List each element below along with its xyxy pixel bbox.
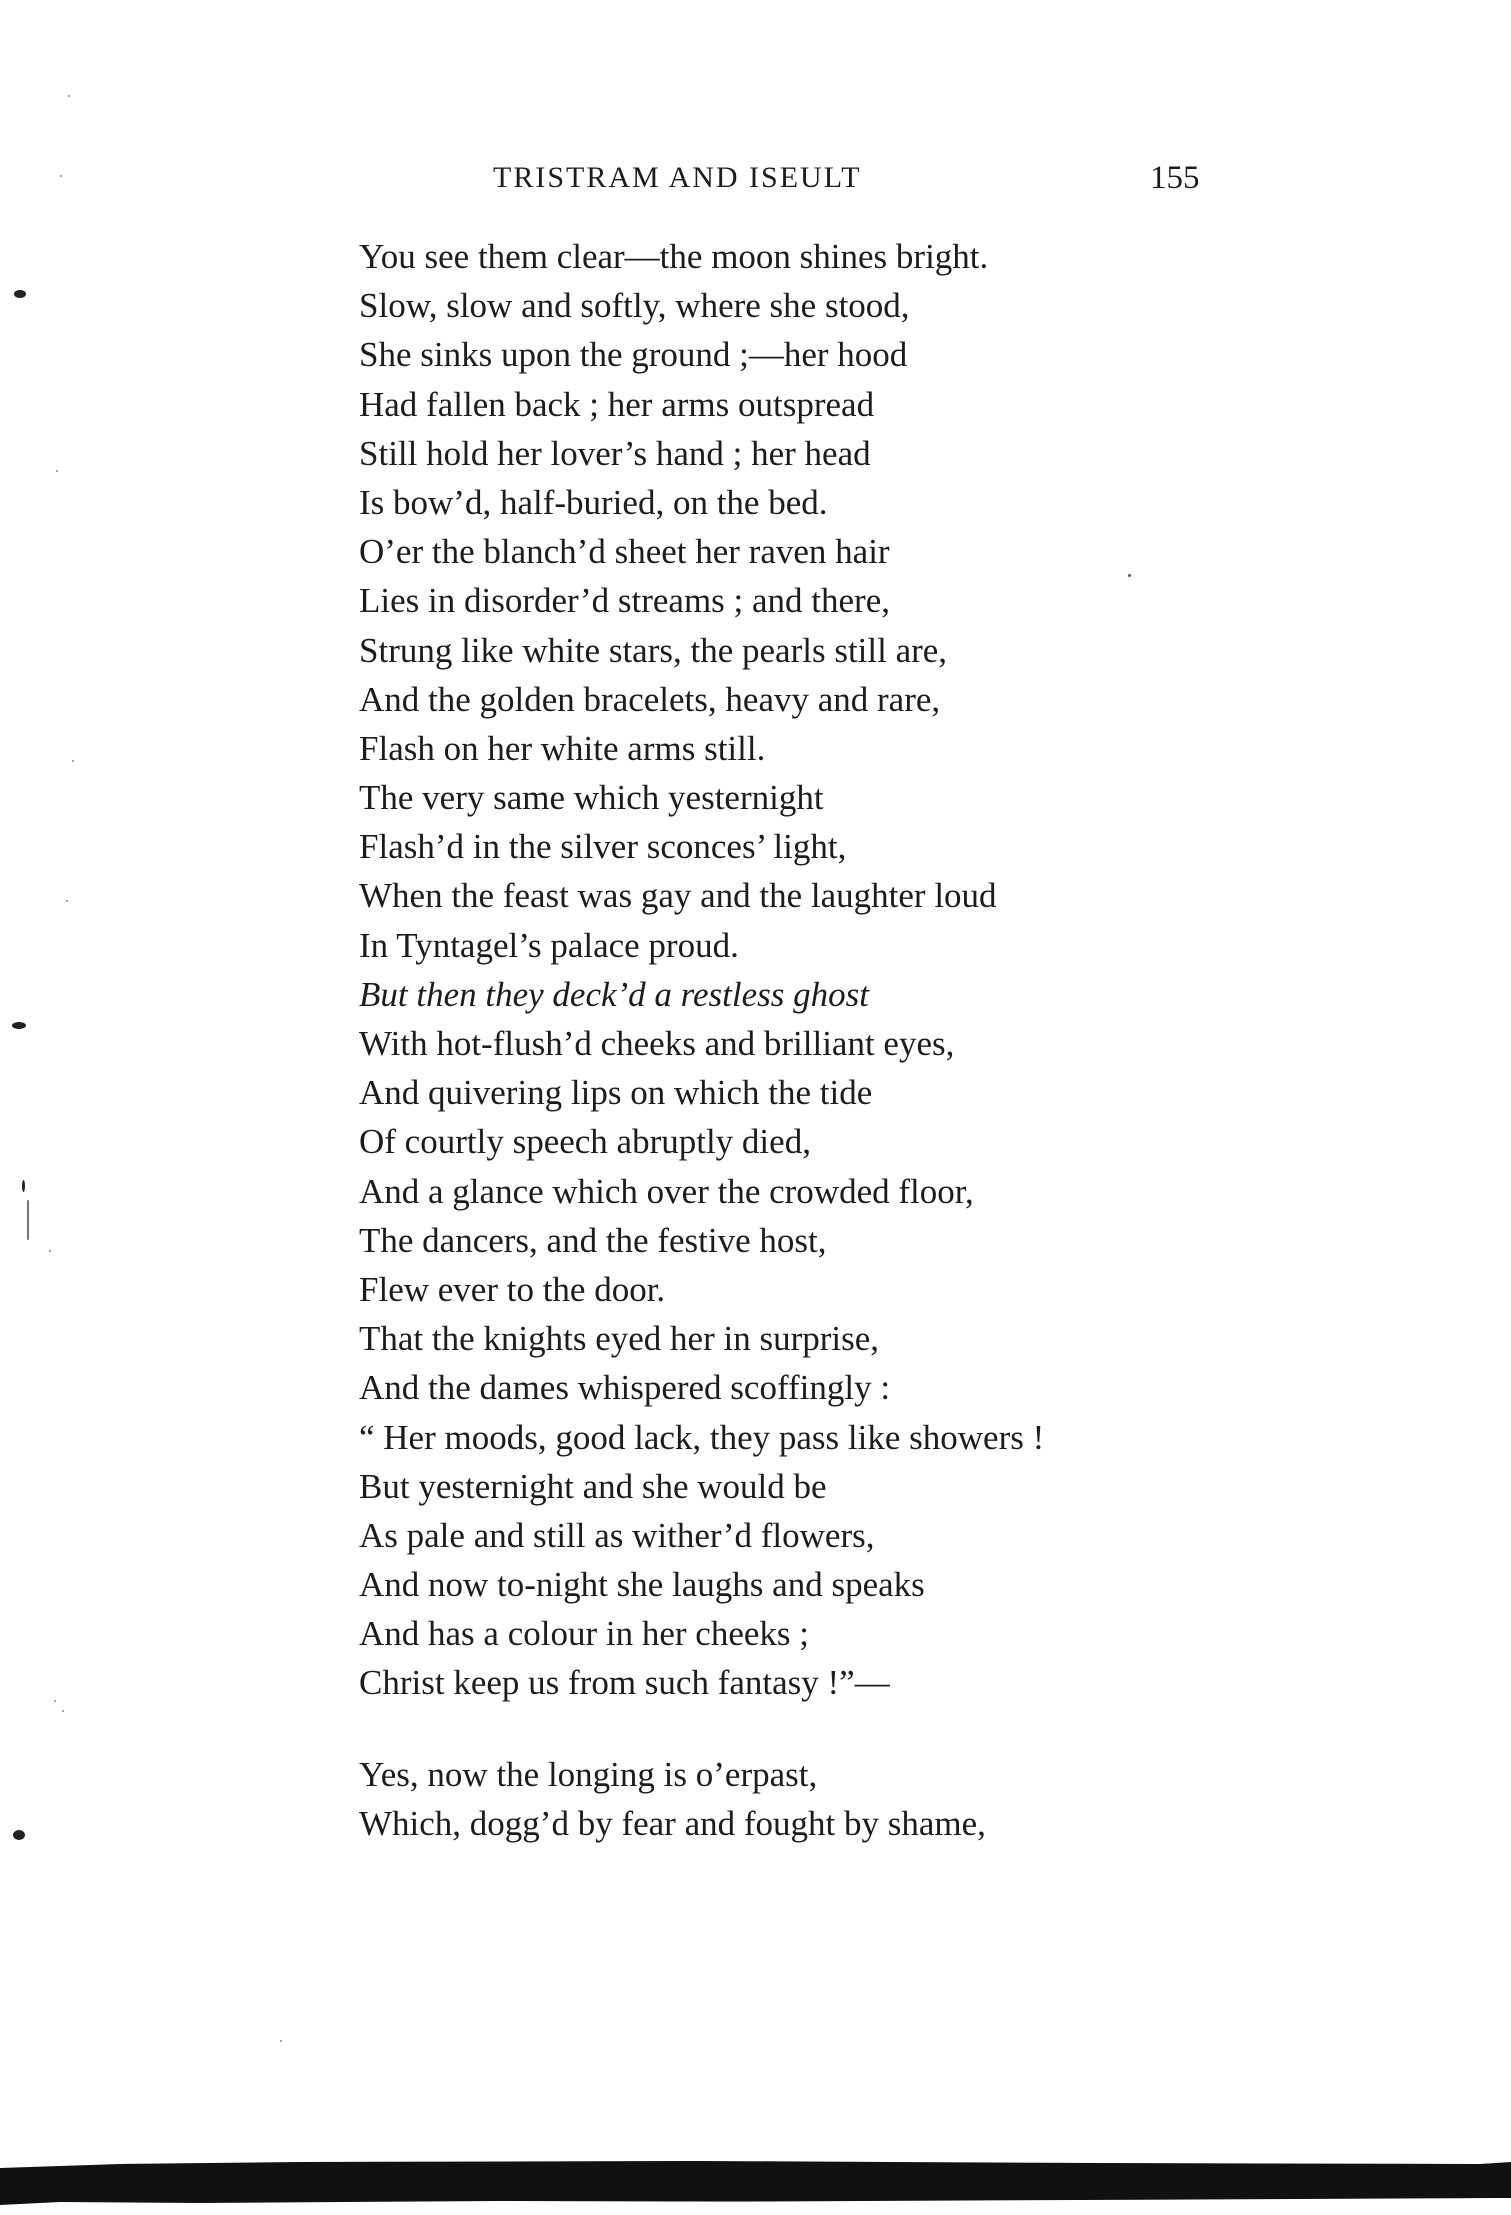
verse-line: As pale and still as wither’d flowers,: [359, 1515, 875, 1555]
verse-line: Flash’d in the silver sconces’ light,: [359, 827, 847, 867]
verse-line: Strung like white stars, the pearls still are,: [359, 630, 948, 670]
verse-line: Flew ever to the door.: [359, 1269, 666, 1309]
stanza-1: [359, 232, 1044, 1708]
verse-line: And the golden bracelets, heavy and rare,: [359, 679, 941, 719]
verse-line: O’er the blanch’d sheet her raven hair: [359, 532, 890, 572]
verse-line: Which, dogg’d by fear and fought by shame,: [359, 1804, 986, 1844]
scan-speck: [1128, 574, 1131, 577]
verse-line: And quivering lips on which the tide: [359, 1073, 873, 1113]
verse-line: The very same which yesternight: [359, 778, 824, 818]
scan-speck: [68, 95, 70, 97]
page-number: 155: [1150, 160, 1200, 196]
scan-speck: [56, 470, 58, 472]
verse-line: When the feast was gay and the laughter loud: [359, 876, 997, 916]
verse-line: But then they deck’d a restless ghost: [359, 974, 869, 1014]
scan-speck: [22, 1180, 25, 1192]
verse-line: That the knights eyed her in surprise,: [359, 1319, 880, 1359]
verse-line: And the dames whispered scoffingly :: [359, 1368, 891, 1408]
scan-speck: [72, 760, 74, 762]
scan-speck: [14, 290, 26, 298]
scan-speck: [66, 900, 68, 902]
verse-line: Of courtly speech abruptly died,: [359, 1122, 811, 1162]
verse-line: But yesternight and she would be: [359, 1466, 827, 1506]
scan-speck: [27, 1200, 29, 1240]
verse-line: And a glance which over the crowded floor,: [359, 1171, 974, 1211]
verse-line: You see them clear—the moon shines bright.: [359, 237, 989, 276]
scan-speck: [60, 175, 62, 177]
verse-line: Is bow’d, half-buried, on the bed.: [359, 482, 828, 522]
verse-line: And now to-night she laughs and speaks: [359, 1565, 925, 1605]
scan-speck: [13, 1830, 25, 1840]
verse-line: Christ keep us from such fantasy !”—: [359, 1663, 890, 1703]
scan-speck: [280, 2040, 282, 2042]
verse-line: Still hold her lover’s hand ; her head: [359, 433, 871, 473]
verse-line: “ Her moods, good lack, they pass like showers !: [359, 1417, 1045, 1457]
scan-speck: [12, 1022, 26, 1029]
verse-line: Slow, slow and softly, where she stood,: [359, 286, 910, 326]
verse-line: She sinks upon the ground ;—her hood: [359, 335, 908, 375]
verse-line: Flash on her white arms still.: [359, 728, 766, 768]
verse-line: Had fallen back ; her arms outspread: [359, 384, 875, 424]
verse-line: The dancers, and the festive host,: [359, 1220, 827, 1260]
scan-speck: [62, 1710, 64, 1712]
running-title: TRISTRAM AND ISEULT: [493, 161, 862, 194]
stanza-2: [359, 1750, 986, 1848]
verse-line: And has a colour in her cheeks ;: [359, 1614, 809, 1654]
scan-speck: [54, 1700, 56, 1702]
verse-line: In Tyntagel’s palace proud.: [359, 925, 739, 965]
verse-line: With hot-flush’d cheeks and brilliant eyes,: [359, 1024, 955, 1063]
verse-line: Lies in disorder’d streams ; and there,: [359, 581, 890, 621]
scan-bottom-edge: [0, 2150, 1511, 2215]
scan-speck: [49, 1250, 51, 1252]
verse-line: Yes, now the longing is o’erpast,: [359, 1755, 818, 1794]
